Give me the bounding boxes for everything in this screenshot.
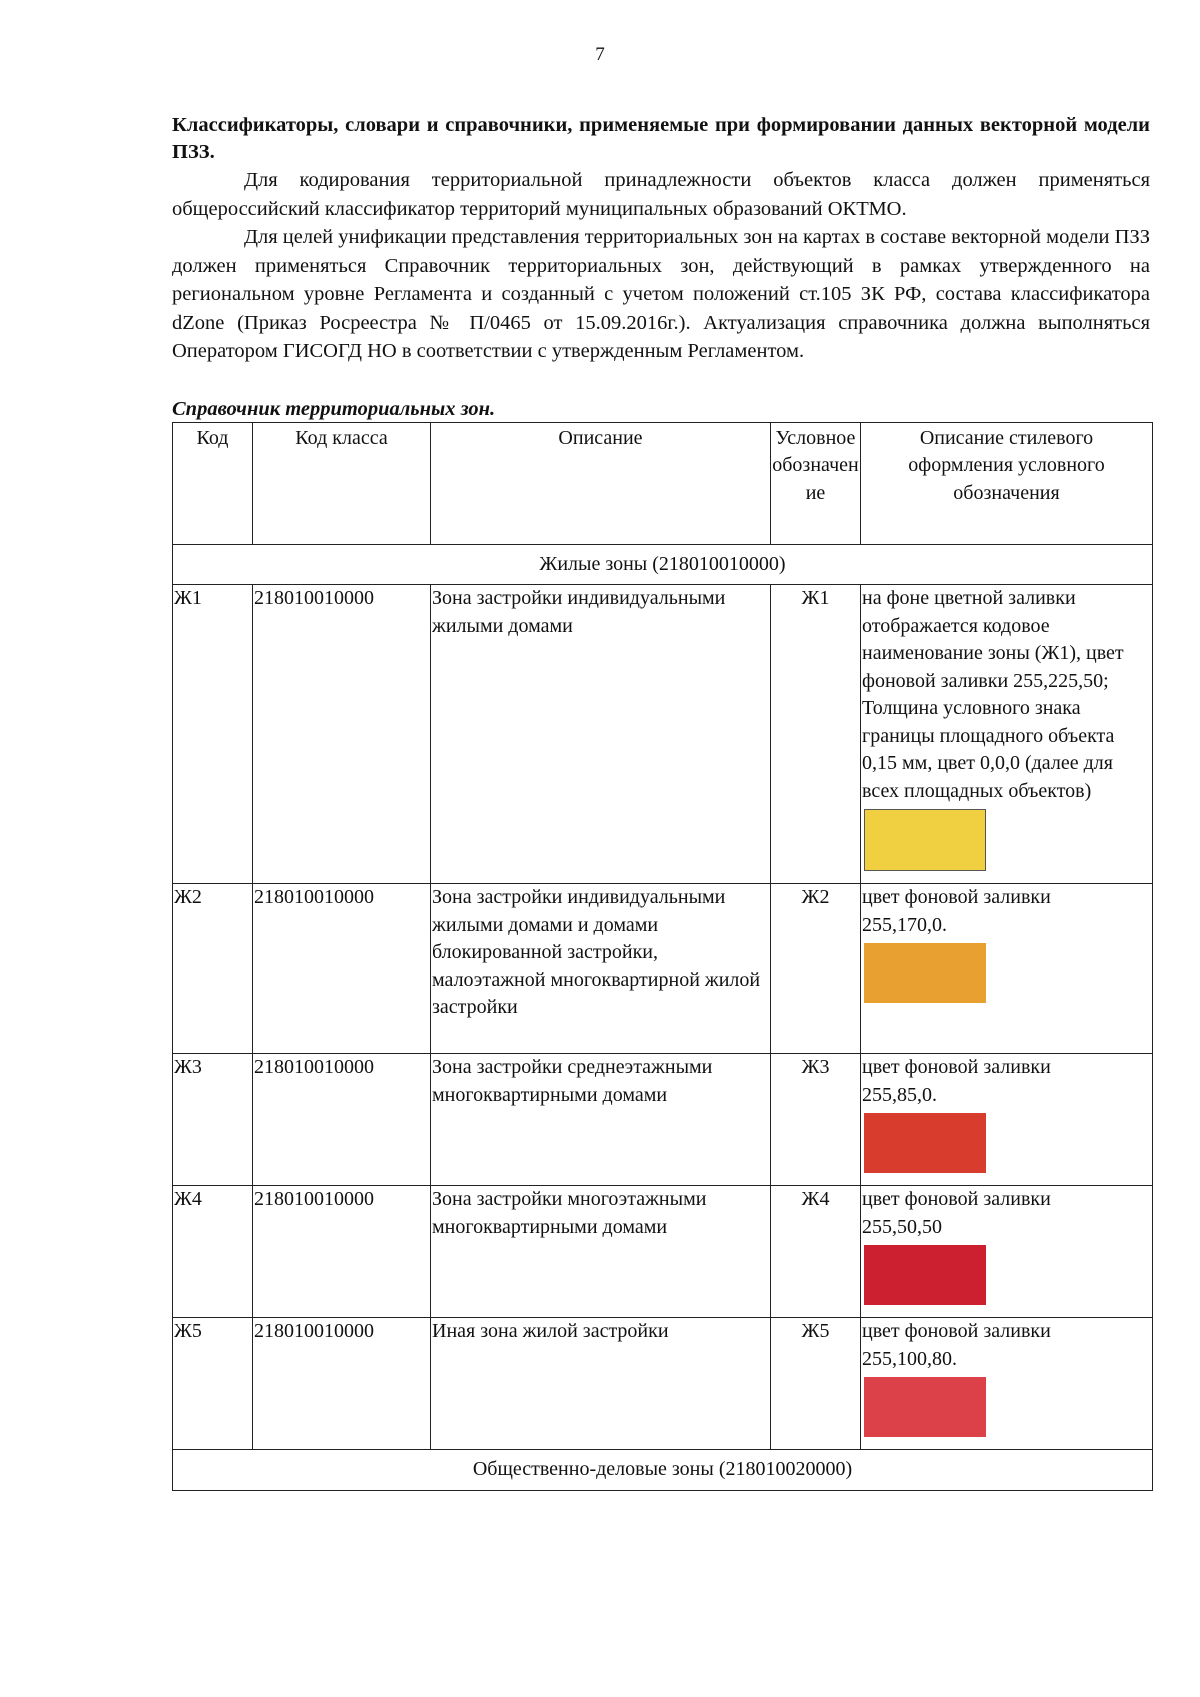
style-text: цвет фоновой заливки 255,50,50 [862, 1188, 1051, 1238]
table-caption: Справочник территориальных зон. [172, 397, 496, 420]
cell-class-code: 218010010000 [253, 1186, 431, 1318]
cell-description: Зона застройки среднеэтажными многоквартирными домами [431, 1054, 771, 1186]
paragraph-zone-reference: Для целей унификации представления территориальных зон на картах в составе векторной модели ПЗЗ должен применяться Справочник территориальных зон, действующий в рамках утвержденного на региональном уровне Регламента и созданный с учетом положений ст.105 ЗК РФ, состава классификатора dZone (Приказ Росреестра № П/0465 от 15.09.2016г.). Актуализация справочника должна выполняться Оператором ГИСОГД НО в соответствии с утвержденным Регламентом. [172, 226, 1150, 362]
table-row [173, 1318, 1153, 1450]
cell-style [861, 884, 1153, 1054]
style-text: цвет фоновой заливки 255,170,0. [862, 886, 1051, 936]
cell-code: Ж4 [173, 1186, 253, 1318]
color-swatch [864, 1377, 986, 1437]
header-code: Код [173, 422, 253, 544]
cell-description: Зона застройки индивидуальными жилыми домами [431, 585, 771, 884]
section-title: Общественно-деловые зоны (218010020000) [173, 1450, 1153, 1491]
page-number: 7 [595, 44, 605, 65]
table-row [173, 585, 1153, 884]
cell-description: Иная зона жилой застройки [431, 1318, 771, 1450]
section-heading: Классификаторы, словари и справочники, применяемые при формировании данных векторной модели ПЗЗ. [172, 114, 1150, 163]
table-row [173, 1186, 1153, 1318]
cell-symbol: Ж2 [771, 884, 861, 1054]
paragraph-oktmo: Для кодирования территориальной принадлежности объектов класса должен применяться общероссийский классификатор территорий муниципальных образований ОКТМО. [172, 169, 1150, 220]
cell-code: Ж2 [173, 884, 253, 1054]
table-row [173, 884, 1153, 1054]
cell-class-code: 218010010000 [253, 585, 431, 884]
cell-class-code: 218010010000 [253, 1318, 431, 1450]
color-swatch [864, 1113, 986, 1173]
header-style-description: Описание стилевого оформления условного обозначения [861, 422, 1153, 544]
style-text: цвет фоновой заливки 255,85,0. [862, 1056, 1051, 1106]
table-header-row [173, 422, 1153, 544]
cell-class-code: 218010010000 [253, 1054, 431, 1186]
header-description: Описание [431, 422, 771, 544]
cell-style [861, 1186, 1153, 1318]
cell-description: Зона застройки индивидуальными жилыми домами и домами блокированной застройки, малоэтажной многоквартирной жилой застройки [431, 884, 771, 1054]
color-swatch [864, 809, 986, 871]
cell-symbol: Ж5 [771, 1318, 861, 1450]
cell-description: Зона застройки многоэтажными многоквартирными домами [431, 1186, 771, 1318]
document-body [172, 112, 1150, 1491]
cell-style [861, 585, 1153, 884]
header-class-code: Код класса [253, 422, 431, 544]
cell-symbol: Ж3 [771, 1054, 861, 1186]
section-row-residential [173, 544, 1153, 585]
cell-code: Ж1 [173, 585, 253, 884]
color-swatch [864, 943, 986, 1003]
cell-symbol: Ж4 [771, 1186, 861, 1318]
style-text: цвет фоновой заливки 255,100,80. [862, 1320, 1051, 1370]
zones-table [172, 422, 1153, 1491]
cell-symbol: Ж1 [771, 585, 861, 884]
section-row-public-business [173, 1450, 1153, 1491]
color-swatch [864, 1245, 986, 1305]
cell-code: Ж5 [173, 1318, 253, 1450]
section-title: Жилые зоны (218010010000) [173, 544, 1153, 585]
cell-style [861, 1318, 1153, 1450]
cell-class-code: 218010010000 [253, 884, 431, 1054]
header-symbol: Условное обозначение [771, 422, 861, 544]
cell-style [861, 1054, 1153, 1186]
style-text: на фоне цветной заливки отображается кодовое наименование зоны (Ж1), цвет фоновой заливки 255,225,50; Толщина условного знака границы площадного объекта 0,15 мм, цвет 0,0,0 (далее для всех площадных объектов) [862, 587, 1124, 802]
table-row [173, 1054, 1153, 1186]
cell-code: Ж3 [173, 1054, 253, 1186]
